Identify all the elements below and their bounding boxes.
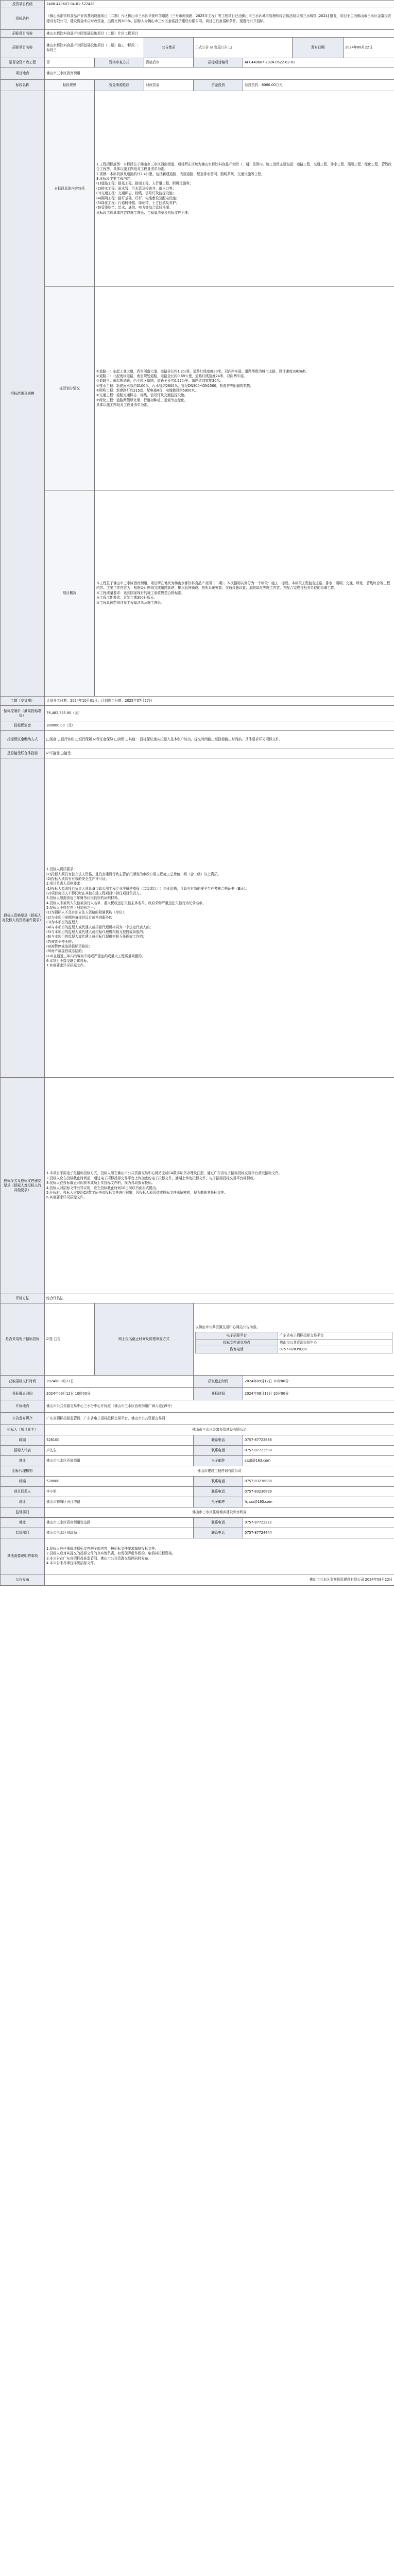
scope-text3-body: 本工程位于佛山市三水区西南街道，项目所在地块为佛山水都饮料食品产业园（二期）。本次招标共划分为一个标段：施工一标段。本标段工程包含道路、排水、照明、交通、绿化、管线综合等工程内容。主要工作内容为：根据设计图纸完成道路新建、排水管网铺设、照明系统安装、交通设施设置、道路绿化等施工内容，并配合完成与相关单位的协调工作。 本工程质量要求：达到国家现行的施工验收规范合格标准。 本工程工期要求：计划工期300日历天。 本工程具体范围详见工程量清单及施工图纸。 xyxy=(96,581,390,605)
contact4-k2: 联系电话 xyxy=(194,1477,243,1487)
contact8-k1: 地址 xyxy=(1,1518,45,1528)
mode-mini xyxy=(194,1303,394,1376)
notes-text-body: 1.投标人应仔细阅读招标文件的全部内容，按招标文件要求编制投标文件。 2.投标人应对其提交的投标文件的真实性负责，如发现弄虚作假的，取消其投标资格。 3.本公告在广东省招标投标监管网、佛山市公共资源交易网同时发布。 4.本公告未尽事宜详见招标文件。 xyxy=(46,1546,176,1565)
contact4-v1: 528000 xyxy=(45,1477,194,1487)
contact6-v1: 佛山市禅城区汾江中路 xyxy=(45,1497,194,1507)
contact6-v2: fsjszx@163.com xyxy=(243,1497,394,1507)
fund-scope-value: 总投资约：8000.00万元 xyxy=(243,80,394,91)
notice-type-value: 正式公告 ☑ 变更公告 □ xyxy=(194,38,293,58)
mini-k2: 咨询电话 xyxy=(196,1346,278,1353)
time1-value2: 2024年09月12日 10时00分 xyxy=(243,1388,394,1400)
contact5-k2: 联系电话 xyxy=(194,1487,243,1497)
scope-sub2-label: 标段划分情况 xyxy=(45,287,95,490)
contact2-k1: 地址 xyxy=(1,1456,45,1466)
mode-mini-table xyxy=(195,1332,392,1354)
time1-label: 投标截止时间 xyxy=(1,1388,45,1400)
municipal-value: 否 xyxy=(45,58,95,67)
contact4-v2: 0757-83236888 xyxy=(243,1477,394,1487)
contact7-v1: 佛山市三水区住房城乡建设和水利局 xyxy=(45,1507,394,1518)
location-value: 佛山市三水区西南街道 xyxy=(45,67,394,80)
time0-value: 2024年08月22日 xyxy=(45,1376,194,1388)
footer-label: 公告发布 xyxy=(1,1574,45,1586)
contact6-k2: 电子邮件 xyxy=(194,1497,243,1507)
notes-text xyxy=(45,1538,394,1574)
time2-label: 开标地点 xyxy=(1,1400,45,1413)
contact9-v1: 佛山市三水区财政局 xyxy=(45,1528,194,1538)
ceiling-price-label: 招标控制价（最高投标限价） xyxy=(1,706,45,721)
contract-label: 标段名称 xyxy=(1,80,45,91)
mini-v2: 0757-82839000 xyxy=(278,1346,392,1353)
contact3-k1: 招标代理机构 xyxy=(1,1466,45,1477)
scope-text xyxy=(95,91,394,287)
fund-scope-label: 资金投资 xyxy=(194,80,243,91)
contact9-v2: 0757-87724444 xyxy=(243,1528,394,1538)
contact3-v1: 佛山市建设工程咨询有限公司 xyxy=(45,1466,394,1477)
mini-v1: 佛山市公共资源交易中心 xyxy=(278,1339,392,1346)
review-label: 评标方法 xyxy=(1,1294,45,1303)
owner-value: 佛山市三水区金富投资建设有限公司 xyxy=(45,1425,394,1435)
mode-value2: 以佛山市公共资源交易中心网站公告为准。 xyxy=(195,1325,260,1329)
contact2-v2: sszjt@163.com xyxy=(243,1456,394,1466)
deposit-value: 300000.00（元） xyxy=(45,721,394,731)
notes-label: 其他需要说明的事项 xyxy=(1,1538,45,1574)
info-name-label: 招标项目名称 xyxy=(1,38,45,58)
contact1-k1: 招标人代表 xyxy=(1,1446,45,1456)
contact1-v1: 卢先生 xyxy=(45,1446,194,1456)
ecert-text xyxy=(45,1078,394,1294)
time3-value: 广东省招标投标监管网、广东省电子招标投标交易平台、佛山市公共资源交易网 xyxy=(45,1413,394,1425)
duration-label: 工期（交货期） xyxy=(1,697,45,706)
time3-label: 公告发布媒介 xyxy=(1,1413,45,1425)
contact2-k2: 电子邮件 xyxy=(194,1456,243,1466)
mode-label2: 网上报名截止时间及资格审查方式 xyxy=(95,1303,194,1376)
scope-text2 xyxy=(95,287,394,490)
consortium-label: 是否接受联合体投标 xyxy=(1,749,45,758)
fund-value: 财政资金 xyxy=(144,80,194,91)
publish-date-label: 发布日期 xyxy=(293,38,344,58)
scope-sub3-label: 项目概况 xyxy=(45,490,95,697)
project-code-value: 2408-440607-04-01-522428 xyxy=(45,1,394,8)
contact5-v1: 李小姐 xyxy=(45,1487,194,1497)
notice-type-label: 公告性质 xyxy=(144,38,194,58)
deposit-label: 投标保证金 xyxy=(1,721,45,731)
mini-k1: 投标文件递交地点 xyxy=(196,1339,278,1346)
review-value: 综合评估法 xyxy=(45,1294,394,1303)
bid-condition-label: 招标条件 xyxy=(1,8,45,30)
bond-value: □现金 □银行转账 □银行保函 ☑保证金保险 □担保 □其他： 投标保证金从投标人基本账户转出，提交时间截止至投标截止时间前。具体要求详见招标文件。 xyxy=(45,731,394,749)
time1-value: 2024年09月12日 10时00分 xyxy=(45,1388,194,1400)
project-name-value: 佛山水都饮料食品产业园基础设施项目（二期）片区工程项目 xyxy=(45,30,394,38)
project-no-label: 招标项目编号 xyxy=(194,58,243,67)
project-name-label: 招标项目名称 xyxy=(1,30,45,38)
time1-label2: 开标时间 xyxy=(194,1388,243,1400)
mode-value: ☑是 □否 xyxy=(45,1303,95,1376)
scope-text2-body: ①道路一：东起工业大道，西至西南大道，道路全长约1.2公里，道路红线宽度30米，双向四车道，道路等级为城市支路，设计速度30km/h。 ②道路二：北起南区道路，南至规划道路，道路全长约0.68公里，道路红线宽度24米，双向两车道。 ③道路三：东起规划路，西至园区道路，道路全长约0.52公里，道路红线宽度20米。 ④排水工程：新建雨水管约3100米，污水管约2600米，管径DN300~DN1500，检查井等附属构筑物。 ⑤照明工程：新建路灯约215套，配电箱4台，电缆敷设约5800米。 ⑥交通工程：道路交通标志、标线、信号灯及交通监控设施。 ⑦绿化工程：道路两侧绿化带、行道树种植、景观节点绿化。 具体以施工图纸及工程量清单为准。 xyxy=(96,369,309,408)
contact8-k2: 联系电话 xyxy=(194,1518,243,1528)
contact0-v2: 0757-87722688 xyxy=(243,1435,394,1446)
scope-sub-label: 本标段具体内容包括 xyxy=(45,91,95,287)
contact9-k1: 监督部门 xyxy=(1,1528,45,1538)
qualify-review-value: 资格后审 xyxy=(144,58,194,67)
contact0-k1: 邮编 xyxy=(1,1435,45,1446)
mini-v0: 广东省电子招标投标交易平台 xyxy=(278,1332,392,1339)
publish-date-value: 2024年08月22日 xyxy=(344,38,394,58)
contact2-v1: 佛山市三水区西南街道 xyxy=(45,1456,194,1466)
scope-text-body: 1.工程招标范围：本标段位于佛山市三水区西南街道，项目所在区域为佛山水都饮料食品产业园（二期）范围内。施工范围主要包括：道路工程、交通工程、排水工程、照明工程、绿化工程、管线综合工程等。具体以施工图纸及工程量清单为准。 2.规模：本标段涉及道路约计2.4公里，包括新建道路、改造道路、配套排水管网、照明系统、交通设施等工程。 3.本标段主要工程内容： (1)道路工程：路基工程、路面工程、人行道工程、附属设施等； (2)排水工程：雨水管、污水管及检查井、雨水口等； (3)交通工程：交通标志、标线、信号灯及监控设施； (4)照明工程：路灯基础、灯杆、电缆敷设及配电设施； (5)绿化工程：行道树种植、绿化带、土方回填及养护； (6)管线综合：给水、通信、电力等综合管线预埋。 本标段工程具体内容以施工图纸、工程量清单及招标文件为准。 xyxy=(96,162,392,215)
contact7-k1: 监督部门 xyxy=(1,1507,45,1518)
contact1-v2: 0757-87723598 xyxy=(243,1446,394,1456)
bond-label: 投标保证金缴纳方式 xyxy=(1,731,45,749)
qualification-label: 投标人资格要求（招标人对投标人的资格条件要求） xyxy=(1,758,45,1078)
scope-text3 xyxy=(95,490,394,697)
time2-value: 佛山市公共资源交易中心三水分中心开标室（佛山市三水区西南街道广海大道西9号） xyxy=(45,1400,394,1413)
time0-label: 获取招标文件时间 xyxy=(1,1376,45,1388)
qualification-text-body: 1.投标人资质要求： (1)投标人须具有独立法人资格，且具备建设行政主管部门颁发的市政公用工程施工总承包二级（含二级）以上资质。 (2)投标人须具有有效的安全生产许可证。 2.项目负责人资格要求： (1)投标人拟派项目负责人须具备市政公用工程专业注册建造师（二级或以上）执业资格，且具有有效的安全生产考核合格证书（B证）。 (2)项目负责人不得同时在其他在建工程项目中担任项目负责人。 3.投标人须提供近三年财务状况良好的证明材料。 4.投标人未被列入失信被执行人名单、重大税收违法失信主体名单、政府采购严重违法失信行为记录名单。 5.投标人不得存在下列情形之一： (1)为招标人不具有独立法人资格的附属机构（单位）； (2)为本项目前期准备提供设计或咨询服务的； (3)为本项目的监理人； (4)与本项目的监理人或代建人或招标代理机构同为一个法定代表人的； (5)与本项目的监理人或代建人或招标代理机构相互控股或参股的； (6)与本项目的监理人或代建人或招标代理机构相互任职或工作的； (7)被责令停业的； (8)被暂停或取消投标资格的； (9)财产被接管或冻结的； (10)在最近三年内有骗取中标或严重违约或重大工程质量问题的。 6.本项目不接受联合体投标。 7.其他要求详见招标文件。 xyxy=(46,867,249,968)
mode-label: 是否采用电子招标投标 xyxy=(1,1303,45,1376)
contact9-k2: 联系电话 xyxy=(194,1528,243,1538)
ecert-text-body: 1.本项目采用电子化招标投标方式，投标人须在佛山市公共资源交易中心网站完成CA数字证书办理及注册，通过广东省电子招标投标交易平台获取招标文件。 2.投标人应在投标截止时间前，通过电子招标投标交易平台上传加密的电子投标文件。逾期上传的投标文件，电子招标投标交易平台将拒收。 3.投标人在投标截止时间前未成功上传投标文件的，视为自动放弃投标。 4.投标人对招标文件有异议的，应在投标截止时间10日前以书面形式提出。 5.开标时，投标人应使用CA数字证书对投标文件进行解密，因投标人原因造成投标文件未解密的，视为撤销其投标文件。 6.其他要求详见招标文件。 xyxy=(46,1171,282,1200)
consortium-value: ☑不接受 □接受 xyxy=(45,749,394,758)
contact5-v2: 0757-83236899 xyxy=(243,1487,394,1497)
bid-condition-value: 《佛山水都饮料食品产业园基础设施项目（二期）片区佛山市三水区华夏科学道路（三号市南街路、2025年工程》等工程项目已由佛山市三水区城市管理和综合执法局以佛三水城管 [2024] 批复，项目业主为佛山市三水区金富投资建设有限公司，建设资金来自财政资金，出资比例100%，招标人为佛山市三水区金富投资建设有限公司。项目已具备招标条件，现进行公开招标。 xyxy=(45,8,394,30)
contact8-v2: 0757-87722222 xyxy=(243,1518,394,1528)
footer-value: 佛山市三水区金富投资建设有限公司 2024年08月22日 xyxy=(45,1574,394,1586)
duration-value: 计划开工日期：2024年10月01日；计划竣工日期：2025年07月27日 xyxy=(45,697,394,706)
fund-label: 资金来源性质 xyxy=(95,80,144,91)
qualification-text xyxy=(45,758,394,1078)
time0-label2: 获取截止时间 xyxy=(194,1376,243,1388)
contact1-k2: 联系电话 xyxy=(194,1446,243,1456)
project-code-label: 投资项目代码 xyxy=(1,1,45,8)
ecert-label: 投标报名及投标文件递交要求（招标人对投标人的其他要求） xyxy=(1,1078,45,1294)
time0-value2: 2024年09月12日 10时00分 xyxy=(243,1376,394,1388)
contact0-v1: 528100 xyxy=(45,1435,194,1446)
contact8-v1: 佛山市三水区西南街道张边路 xyxy=(45,1518,194,1528)
mini-k0: 电子招标平台 xyxy=(196,1332,278,1339)
contact5-k1: 项目联系人 xyxy=(1,1487,45,1497)
ceiling-price-value: 76,482,335.80（元） xyxy=(45,706,394,721)
qualify-review-label: 资格审查方式 xyxy=(95,58,144,67)
contact0-k2: 联系电话 xyxy=(194,1435,243,1446)
scope-label: 招标范围及规模 xyxy=(1,91,45,697)
project-no-value: AFC440607-2024-0522-03-01 xyxy=(243,58,394,67)
location-label: 项目地点 xyxy=(1,67,45,80)
contract-value: 标段规模 xyxy=(45,80,95,91)
owner-label: 招标人（项目业主） xyxy=(1,1425,45,1435)
municipal-label: 是否全资市政工程 xyxy=(1,58,45,67)
info-name-value: 佛山水都饮料食品产业园基础设施项目（二期）施工一标段一、标段三 xyxy=(45,38,144,58)
contact4-k1: 邮编 xyxy=(1,1477,45,1487)
contact6-k1: 地址 xyxy=(1,1497,45,1507)
